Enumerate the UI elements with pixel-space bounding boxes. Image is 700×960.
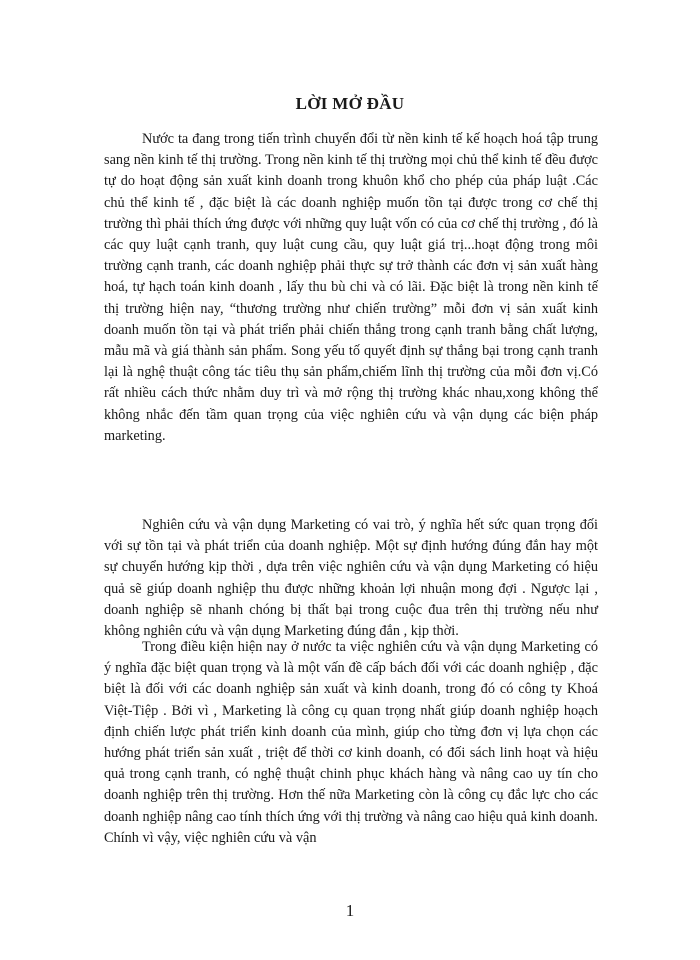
page-number: 1 [345,901,355,920]
paragraph-1: Nước ta đang trong tiến trình chuyển đổi từ nền kinh tế kế hoạch hoá tập trung sang nền kinh tế thị trường. Trong nền kinh tế thị trường mọi chủ thể kinh tế đều được tự do hoạt động sản xuất kinh doanh trong khuôn khổ cho phép của pháp luật .Các chủ thể kinh tế , đặc biệt là các doanh nghiệp muốn tồn tại được trong cơ chế thị trường thì phải thích ứng được với những quy luật vốn có của cơ chế thị trường , đó là các quy luật cạnh tranh, quy luật cung cầu, quy luật giá trị...hoạt động trong môi trường cạnh tranh, các doanh nghiệp phải thực sự trở thành các đơn vị sản xuất hàng hoá, tự hạch toán kinh doanh , lấy thu bù chi và có lãi. Đặc biệt là trong nền kinh tế thị trường hiện nay, “thương trường như chiến trường” mỗi đơn vị sản xuất kinh doanh muốn tồn tại và phát triển phải chiến thắng trong cạnh tranh bằng chất lượng, mẫu mã và giá thành sản phẩm. Song yếu tố quyết định sự thắng bại trong cạnh tranh lại là nghệ thuật công tác tiêu thụ sản phẩm,chiếm lĩnh thị trường của mỗi đơn vị.Có rất nhiều cách thức nhằm duy trì và mở rộng thị trường khác nhau,xong không thể không nhắc đến tầm quan trọng của việc nghiên cứu và vận dụng các biện pháp marketing. [104,131,598,444]
paragraph-2: Nghiên cứu và vận dụng Marketing có vai trò, ý nghĩa hết sức quan trọng đối với sự tồn tại và phát triển của doanh nghiệp. Một sự định hướng đúng đắn hay một sự chuyển hướng kịp thời , dựa trên việc nghiên cứu và vận dụng Marketing có hiệu quả sẽ giúp doanh nghiệp thu được những khoản lợi nhuận mong đợi . Ngược lại , doanh nghiệp sẽ nhanh chóng bị thất bại trong cuộc đua trên thị trường nếu như không nghiên cứu và vận dụng Marketing đúng đắn , kịp thời. [104,517,598,640]
page-title: LỜI MỞ ĐẦU [295,94,405,113]
paragraph-3: Trong điều kiện hiện nay ở nước ta việc nghiên cứu và vận dụng Marketing có ý nghĩa đặc biệt quan trọng và là một vấn đề cấp bách đối với các doanh nghiệp , đặc biệt là đối với các doanh nghiệp sản xuất và kinh doanh, trong đó có công ty Khoá Việt-Tiệp . Bởi vì , Marketing là công cụ quan trọng nhất giúp doanh nghiệp hoạch định chiến lược phát triển kinh doanh của mình, giúp cho từng đơn vị lựa chọn các hướng phát triển sản xuất , triệt để thời cơ kinh doanh, có đối sách linh hoạt và hiệu quả trong cạnh tranh, có nghệ thuật chinh phục khách hàng và nâng cao uy tín cho doanh nghiệp trên thị trường. Hơn thế nữa Marketing còn là công cụ đắc lực cho các doanh nghiệp nâng cao tính thích ứng với thị trường và nâng cao hiệu quả kinh doanh. Chính vì vậy, việc nghiên cứu và vận [104,639,598,846]
